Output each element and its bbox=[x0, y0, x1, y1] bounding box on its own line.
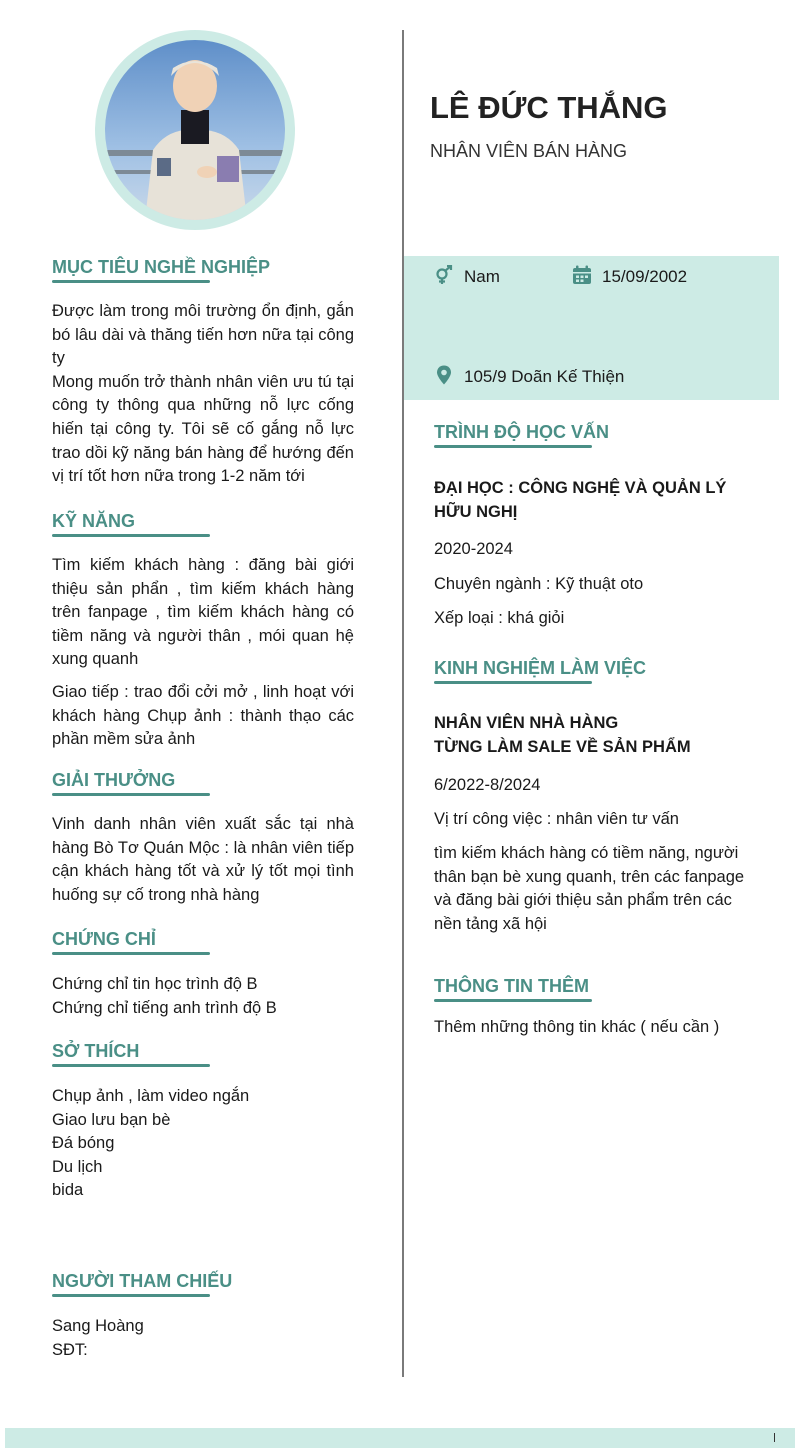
experience-position-line: NHÂN VIÊN NHÀ HÀNG bbox=[434, 714, 619, 732]
certificates-list bbox=[52, 973, 354, 1020]
references-body bbox=[52, 1315, 354, 1362]
hobby-item: Giao lưu bạn bè bbox=[52, 1110, 171, 1129]
hobbies-list bbox=[52, 1085, 354, 1203]
section-underline bbox=[434, 681, 592, 684]
career-goal-paragraph: Mong muốn trở thành nhân viên ưu tú tại công ty thông qua những nỗ lực cống hiến tại công ty. Tôi sẽ cố gắng nỗ lực trao dồi kỹ năng bán hàng để hướng đến vị trí tốt hơn nữa trong 1-2 năm tới bbox=[52, 372, 354, 486]
footer-bar bbox=[5, 1428, 795, 1448]
avatar bbox=[105, 40, 285, 220]
birthdate-value: 15/09/2002 bbox=[602, 267, 688, 286]
references-section bbox=[52, 1271, 232, 1297]
column-divider bbox=[402, 30, 404, 1377]
reference-name: Sang Hoàng bbox=[52, 1317, 144, 1335]
skills-title: KỸ NĂNG bbox=[52, 511, 136, 531]
calendar-icon bbox=[572, 265, 592, 290]
education-period: 2020-2024 bbox=[434, 540, 513, 558]
hobbies-section bbox=[52, 1041, 210, 1067]
certificate-item: Chứng chỉ tin học trình độ B bbox=[52, 975, 258, 993]
experience-description: tìm kiếm khách hàng có tiềm năng, người thân bạn bè xung quanh, trên các fanpage và đăng bài giới thiệu sản phẩm trên các nền tảng xã hội bbox=[434, 844, 745, 933]
hobby-item: Chụp ảnh , làm video ngắn bbox=[52, 1087, 250, 1105]
education-grade: Xếp loại : khá giỏi bbox=[434, 609, 565, 627]
references-title: NGƯỜI THAM CHIẾU bbox=[52, 1271, 233, 1291]
section-underline bbox=[52, 1064, 210, 1067]
skills-body bbox=[52, 554, 354, 752]
awards-body: Vinh danh nhân viên xuất sắc tại nhà hàng Bò Tơ Quán Mộc : là nhân viên tiếp cận khách hàng tốt và xử lý tốt mọi tình huống sự cố trong nhà hàng bbox=[52, 815, 354, 904]
section-underline bbox=[52, 534, 210, 537]
experience-section bbox=[434, 658, 646, 684]
section-underline bbox=[434, 445, 592, 448]
awards-section bbox=[52, 770, 210, 796]
experience-title: KINH NGHIỆM LÀM VIỆC bbox=[434, 658, 647, 678]
section-underline bbox=[52, 952, 210, 955]
gender-value: Nam bbox=[464, 267, 500, 286]
career-goal-body bbox=[52, 300, 354, 489]
hobbies-title: SỞ THÍCH bbox=[52, 1041, 140, 1061]
career-goal-title: MỤC TIÊU NGHỀ NGHIỆP bbox=[52, 257, 271, 277]
section-underline bbox=[52, 1294, 210, 1297]
additional-text: Thêm những thông tin khác ( nếu cần ) bbox=[434, 1018, 720, 1036]
reference-phone-label: SĐT: bbox=[52, 1340, 88, 1359]
section-underline bbox=[52, 280, 210, 283]
section-underline bbox=[434, 999, 592, 1002]
skills-paragraph: Giao tiếp : trao đổi cởi mở , linh hoạt với khách hàng Chụp ảnh : thành thạo các phần mềm sửa ảnh bbox=[52, 682, 354, 749]
gender-icon bbox=[434, 265, 454, 290]
awards-title: GIẢI THƯỞNG bbox=[52, 770, 176, 790]
education-major: Chuyên ngành : Kỹ thuật oto bbox=[434, 575, 644, 593]
footer-mark bbox=[774, 1433, 775, 1442]
education-section bbox=[434, 422, 609, 448]
hobby-item: Du lịch bbox=[52, 1157, 103, 1176]
career-goal-paragraph: Được làm trong môi trường ổn định, gắn bó lâu dài và thăng tiến hơn nữa tại công ty bbox=[52, 302, 354, 368]
certificate-item: Chứng chỉ tiếng anh trình độ B bbox=[52, 998, 277, 1017]
experience-period: 6/2022-8/2024 bbox=[434, 776, 541, 794]
candidate-role: NHÂN VIÊN BÁN HÀNG bbox=[430, 141, 628, 161]
hobby-item: Đá bóng bbox=[52, 1134, 115, 1153]
hobby-item: bida bbox=[52, 1181, 84, 1200]
skills-section bbox=[52, 511, 210, 537]
candidate-name: LÊ ĐỨC THẮNG bbox=[430, 90, 668, 125]
certificates-section bbox=[52, 929, 210, 955]
certificates-title: CHỨNG CHỈ bbox=[52, 929, 156, 949]
additional-section bbox=[434, 976, 592, 1002]
education-degree: ĐẠI HỌC : CÔNG NGHỆ VÀ QUẢN LÝ HỮU NGHỊ bbox=[434, 479, 727, 521]
experience-position-line: TỪNG LÀM SALE VỀ SẢN PHẨM bbox=[434, 737, 691, 756]
additional-title: THÔNG TIN THÊM bbox=[434, 976, 589, 996]
career-goal-section bbox=[52, 257, 270, 283]
experience-position bbox=[434, 712, 764, 759]
address-value: 105/9 Doãn Kế Thiện bbox=[464, 367, 625, 386]
education-title: TRÌNH ĐỘ HỌC VẤN bbox=[434, 422, 609, 442]
experience-job: Vị trí công việc : nhân viên tư vấn bbox=[434, 810, 679, 828]
section-underline bbox=[52, 793, 210, 796]
skills-paragraph: Tìm kiếm khách hàng : đăng bài giới thiệu sản phẩn , tìm kiếm khách hàng trên fanpage , tìm kiếm khách hàng có tiềm năng và người thân , mói quan hệ xung quanh bbox=[52, 556, 354, 669]
location-pin-icon bbox=[434, 365, 454, 390]
